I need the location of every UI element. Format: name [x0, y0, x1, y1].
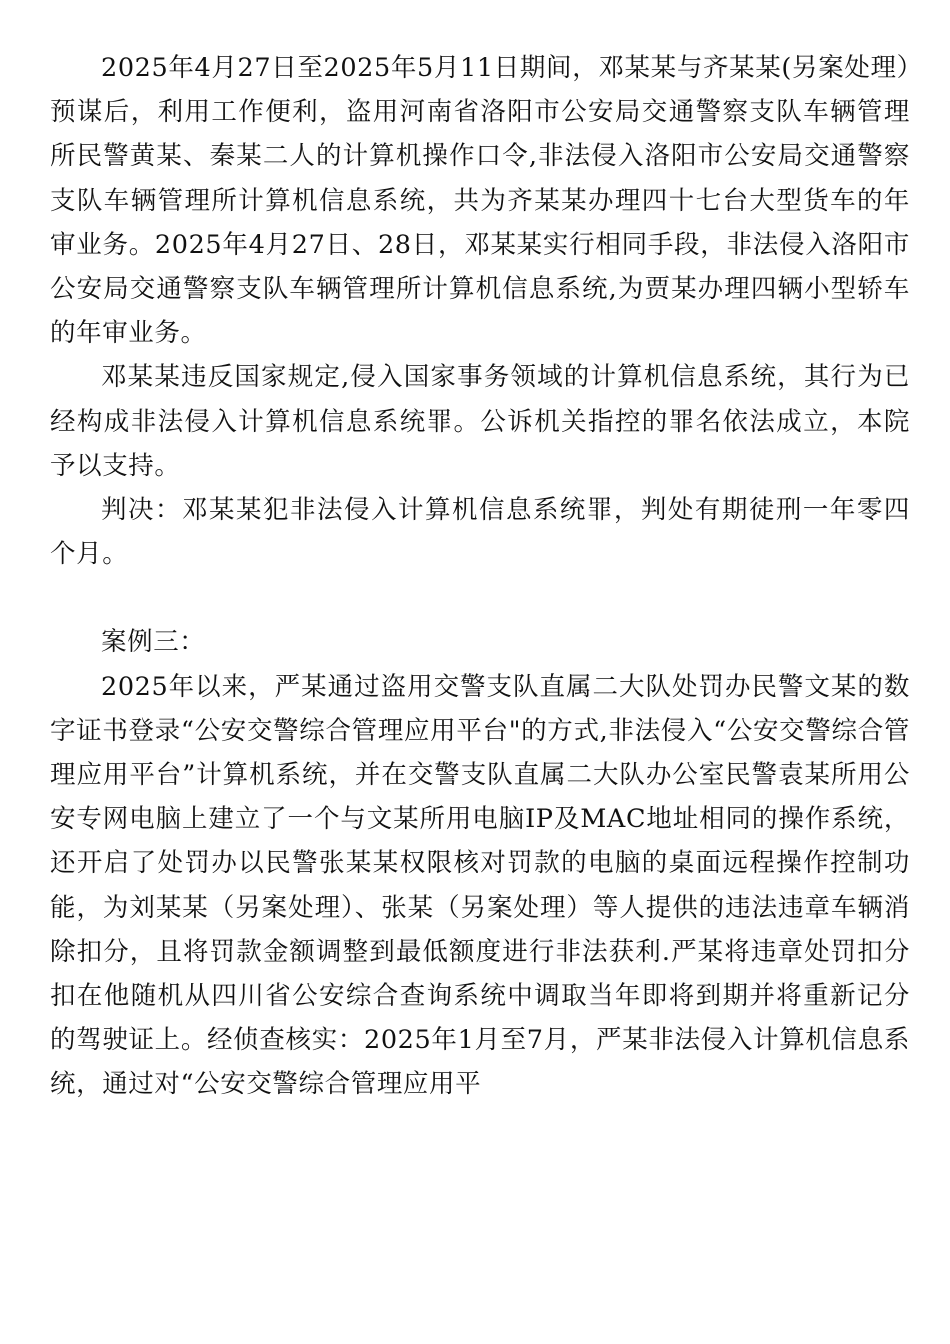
paragraph-court-finding: 邓某某违反国家规定,侵入国家事务领域的计算机信息系统，其行为已经构成非法侵入计算机信息系统罪。公诉机关指控的罪名依法成立，本院予以支持。	[50, 362, 910, 481]
paragraph-case-three-facts: 2025年以来，严某通过盗用交警支队直属二大队处罚办民警文某的数字证书登录“公安交警综合管理应用平台"的方式,非法侵入“公安交警综合管理应用平台”计算机系统，并在交警支队直属二大队办公室民警袁某所用公安专网电脑上建立了一个与文某所用电脑IP及MAC地址相同的操作系统，还开启了处罚办以民警张某某权限核对罚款的电脑的桌面远程操作控制功能，为刘某某（另案处理）、张某（另案处理）等人提供的违法违章车辆消除扣分，且将罚款金额调整到最低额度进行非法获利.严某将违章处罚扣分扣在他随机从四川省公安综合查询系统中调取当年即将到期并将重新记分的驾驶证上。经侦查核实：2025年1月至7月，严某非法侵入计算机信息系统，通过对“公安交警综合管理应用平	[50, 671, 910, 1100]
paragraph-case-facts: 2025年4月27日至2025年5月11日期间，邓某某与齐某某(另案处理）预谋后，利用工作便利，盗用河南省洛阳市公安局交通警察支队车辆管理所民警黄某、秦某二人的计算机操作口令,非法侵入洛阳市公安局交通警察支队车辆管理所计算机信息系统，共为齐某某办理四十七台大型货车的年审业务。2025年4月27日、28日，邓某某实行相同手段，非法侵入洛阳市公安局交通警察支队车辆管理所计算机信息系统,为贾某办理四辆小型轿车的年审业务。	[50, 53, 910, 349]
case-three-heading: 案例三：	[101, 627, 206, 658]
blank-line	[50, 576, 910, 620]
document-page	[50, 46, 910, 1107]
paragraph-judgment: 判决：邓某某犯非法侵入计算机信息系统罪，判处有期徒刑一年零四个月。	[50, 495, 910, 570]
